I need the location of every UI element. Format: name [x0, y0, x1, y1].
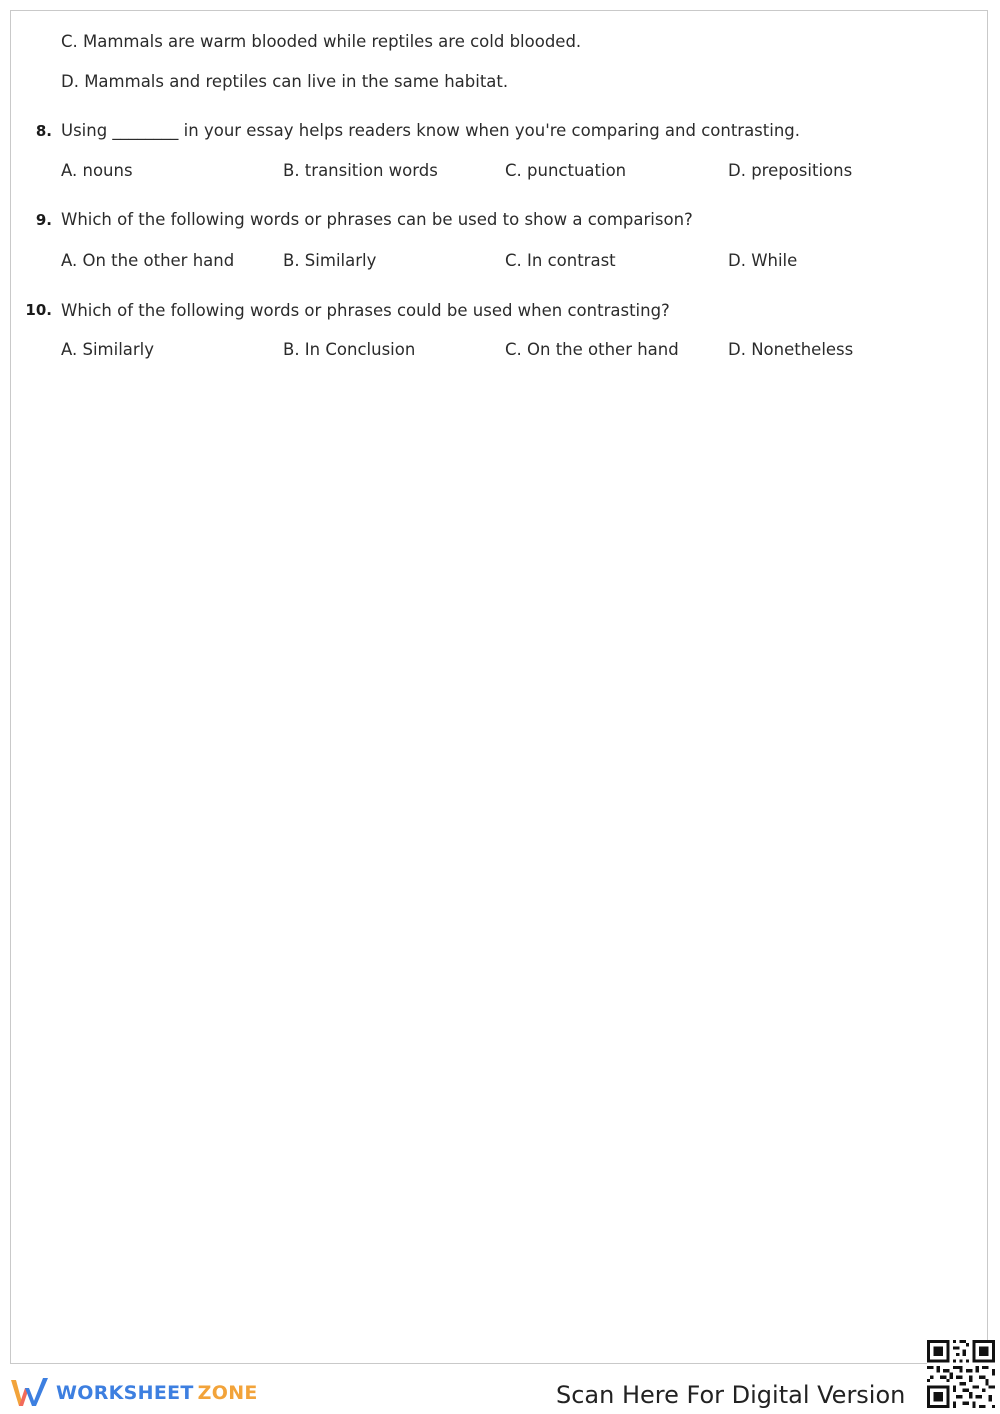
- worksheetzone-logo[interactable]: [10, 1376, 258, 1410]
- question-number: 9.: [35, 211, 52, 229]
- logo-word-worksheet: WORKSHEET: [56, 1382, 194, 1404]
- logo-word-zone: ZONE: [197, 1382, 258, 1404]
- prev-question-option-d: D. Mammals and reptiles can live in the same habitat.: [61, 72, 509, 91]
- question-number: 10.: [25, 301, 52, 319]
- option-a[interactable]: A. Similarly: [61, 340, 155, 359]
- question-number: 8.: [35, 122, 52, 140]
- prev-question-option-c: C. Mammals are warm blooded while reptiles are cold blooded.: [61, 32, 582, 51]
- option-d[interactable]: D. While: [728, 251, 798, 270]
- logo-wordmark: [56, 1382, 258, 1404]
- option-b[interactable]: B. In Conclusion: [283, 340, 416, 359]
- option-c[interactable]: C. punctuation: [505, 161, 627, 180]
- scan-caption: Scan Here For Digital Version: [556, 1381, 906, 1409]
- question-text: Which of the following words or phrases could be used when contrasting?: [61, 301, 670, 320]
- option-c[interactable]: C. In contrast: [505, 251, 616, 270]
- question-text: Using ________ in your essay helps readers know when you're comparing and contrasting.: [61, 121, 801, 140]
- option-d[interactable]: D. prepositions: [728, 161, 853, 180]
- option-b[interactable]: B. transition words: [283, 161, 438, 180]
- option-b[interactable]: B. Similarly: [283, 251, 377, 270]
- worksheetzone-w-logo: [10, 1376, 50, 1410]
- option-c[interactable]: C. On the other hand: [505, 340, 679, 359]
- option-a[interactable]: A. nouns: [61, 161, 133, 180]
- option-d[interactable]: D. Nonetheless: [728, 340, 854, 359]
- question-text: Which of the following words or phrases can be used to show a comparison?: [61, 210, 693, 229]
- qr-code-icon[interactable]: [927, 1340, 995, 1408]
- option-a[interactable]: A. On the other hand: [61, 251, 235, 270]
